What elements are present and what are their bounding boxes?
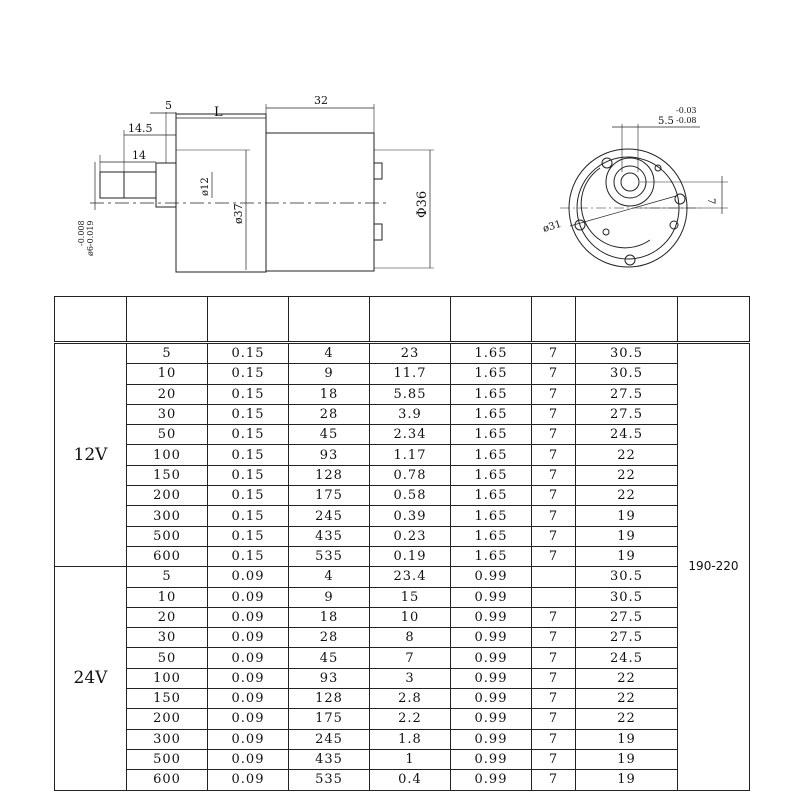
table-cell: 1.65	[451, 384, 532, 404]
table-cell: 0.39	[370, 506, 451, 526]
table-cell: 23	[370, 343, 451, 364]
table-cell: 27.5	[576, 404, 678, 424]
table-cell: 1.65	[451, 546, 532, 566]
table-cell: 500	[127, 526, 208, 546]
table-cell: 50	[127, 425, 208, 445]
table-row	[55, 587, 750, 607]
table-cell: 45	[289, 425, 370, 445]
table-cell: 200	[127, 486, 208, 506]
table-cell: 19	[576, 546, 678, 566]
table-cell: 30.5	[576, 567, 678, 587]
table-cell: 0.15	[208, 546, 289, 566]
table-cell: 2.2	[370, 709, 451, 729]
table-cell: 5.85	[370, 384, 451, 404]
table-row	[55, 648, 750, 668]
table-cell: 7	[532, 546, 576, 566]
table-cell: 19	[576, 506, 678, 526]
table-cell: 0.09	[208, 628, 289, 648]
header-cell	[678, 297, 750, 343]
table-cell: 7	[532, 445, 576, 465]
dim-label-L: L	[214, 105, 223, 120]
table-cell: 22	[576, 689, 678, 709]
table-cell: 7	[532, 770, 576, 790]
table-row	[55, 749, 750, 769]
table-row	[55, 709, 750, 729]
dim-label-flat-tol-hi: -0.03	[676, 106, 697, 115]
table-cell: 0.15	[208, 465, 289, 485]
table-cell: 19	[576, 729, 678, 749]
table-cell: 28	[289, 404, 370, 424]
table-cell: 2.8	[370, 689, 451, 709]
dim-label-phi31: ø31	[541, 218, 563, 235]
header-cell	[55, 297, 127, 343]
dim-label-phi12: ø12	[200, 177, 211, 196]
table-cell: 3	[370, 668, 451, 688]
table-cell: 10	[127, 587, 208, 607]
table-cell: 15	[370, 587, 451, 607]
table-cell: 0.09	[208, 770, 289, 790]
mount-hole-5	[670, 221, 678, 229]
dim-label-phi37: ø37	[232, 203, 245, 224]
table-row	[55, 607, 750, 627]
table-cell: 10	[127, 364, 208, 384]
spec-table	[54, 296, 750, 791]
table-cell: 22	[576, 709, 678, 729]
table-cell: 0.19	[370, 546, 451, 566]
table-cell: 7	[532, 668, 576, 688]
table-cell: 1.65	[451, 425, 532, 445]
table-row	[55, 770, 750, 790]
table-cell: 0.78	[370, 465, 451, 485]
table-cell: 1.65	[451, 526, 532, 546]
table-cell: 0.09	[208, 607, 289, 627]
gearbox-outline	[176, 114, 266, 272]
table-row	[55, 506, 750, 526]
weight-cell: 190-220	[678, 343, 750, 791]
table-cell: 150	[127, 689, 208, 709]
table-cell: 7	[532, 607, 576, 627]
table-cell: 7	[532, 729, 576, 749]
table-cell: 9	[289, 364, 370, 384]
table-cell: 4	[289, 567, 370, 587]
table-cell: 20	[127, 607, 208, 627]
table-cell: 435	[289, 526, 370, 546]
table-cell: 7	[532, 689, 576, 709]
table-cell: 0.99	[451, 689, 532, 709]
table-cell: 0.09	[208, 648, 289, 668]
header-cell	[370, 297, 451, 343]
table-cell: 93	[289, 668, 370, 688]
boss-outline	[156, 163, 176, 207]
table-cell: 1.65	[451, 445, 532, 465]
table-cell: 0.15	[208, 343, 289, 364]
table-cell: 7	[532, 404, 576, 424]
header-cell	[127, 297, 208, 343]
front-view-labels	[542, 106, 716, 235]
table-row	[55, 526, 750, 546]
table-row	[55, 465, 750, 485]
table-cell: 0.09	[208, 668, 289, 688]
table-cell: 7	[532, 526, 576, 546]
table-cell: 245	[289, 506, 370, 526]
table-cell: 1.17	[370, 445, 451, 465]
table-cell: 30.5	[576, 587, 678, 607]
table-row	[55, 404, 750, 424]
table-cell: 30.5	[576, 364, 678, 384]
table-cell: 9	[289, 587, 370, 607]
table-row	[55, 364, 750, 384]
dim-label-phi36: Φ36	[415, 190, 430, 218]
table-row	[55, 567, 750, 587]
table-cell: 100	[127, 668, 208, 688]
dim-label-14-5: 14.5	[128, 122, 153, 135]
dim-label-flat: 5.5	[658, 116, 674, 127]
header-cell	[289, 297, 370, 343]
table-row	[55, 384, 750, 404]
table-cell: 0.99	[451, 607, 532, 627]
table-cell: 0.15	[208, 486, 289, 506]
table-cell: 0.15	[208, 526, 289, 546]
table-cell: 0.09	[208, 587, 289, 607]
dim-label-shaft-tol-lo: ø6-0.019	[86, 220, 95, 256]
table-cell: 24.5	[576, 648, 678, 668]
table-row	[55, 445, 750, 465]
table-cell: 0.99	[451, 729, 532, 749]
table-cell: 300	[127, 729, 208, 749]
table-cell: 5	[127, 343, 208, 364]
table-row	[55, 628, 750, 648]
table-row	[55, 486, 750, 506]
table-cell: 175	[289, 709, 370, 729]
table-cell: 0.09	[208, 689, 289, 709]
table-cell: 7	[370, 648, 451, 668]
dim-label-14: 14	[132, 149, 146, 162]
table-cell: 1.65	[451, 364, 532, 384]
table-cell: 30.5	[576, 343, 678, 364]
dim-label-32: 32	[314, 94, 328, 107]
table-cell: 28	[289, 628, 370, 648]
table-cell: 7	[532, 384, 576, 404]
table-cell: 0.15	[208, 425, 289, 445]
terminal-bottom	[374, 224, 382, 240]
table-cell: 150	[127, 465, 208, 485]
table-cell: 27.5	[576, 384, 678, 404]
table-cell: 22	[576, 445, 678, 465]
table-row	[55, 343, 750, 364]
header-cell	[451, 297, 532, 343]
table-cell: 5	[127, 567, 208, 587]
table-cell: 0.15	[208, 384, 289, 404]
header-cell	[208, 297, 289, 343]
table-cell	[532, 587, 576, 607]
table-cell: 0.99	[451, 648, 532, 668]
table-cell: 0.99	[451, 668, 532, 688]
table-cell: 100	[127, 445, 208, 465]
mount-hole-3	[625, 255, 635, 265]
header-cell	[576, 297, 678, 343]
table-cell: 22	[576, 486, 678, 506]
header-cell	[532, 297, 576, 343]
table-cell: 175	[289, 486, 370, 506]
table-cell: 30	[127, 628, 208, 648]
dim-label-flat-tol-lo: -0.08	[676, 116, 697, 125]
table-cell: 22	[576, 465, 678, 485]
table-cell: 7	[532, 749, 576, 769]
table-cell: 1.8	[370, 729, 451, 749]
mount-hole-4	[675, 194, 685, 204]
table-cell: 1.65	[451, 343, 532, 364]
table-cell: 27.5	[576, 607, 678, 627]
technical-drawing	[0, 0, 800, 290]
table-cell: 7	[532, 628, 576, 648]
voltage-cell: 24V	[55, 567, 127, 790]
table-cell: 128	[289, 465, 370, 485]
spec-table-body	[55, 343, 750, 791]
table-cell: 10	[370, 607, 451, 627]
table-cell: 0.09	[208, 749, 289, 769]
table-cell: 0.15	[208, 506, 289, 526]
table-cell: 7	[532, 364, 576, 384]
table-cell: 30	[127, 404, 208, 424]
table-cell: 18	[289, 607, 370, 627]
table-cell: 11.7	[370, 364, 451, 384]
table-cell: 0.15	[208, 445, 289, 465]
table-cell: 0.15	[208, 404, 289, 424]
front-view	[560, 124, 728, 267]
table-cell: 19	[576, 770, 678, 790]
table-cell: 0.99	[451, 567, 532, 587]
table-cell: 7	[532, 709, 576, 729]
table-cell: 7	[532, 343, 576, 364]
table-cell: 0.99	[451, 587, 532, 607]
shaft-outline	[100, 172, 156, 198]
table-row	[55, 425, 750, 445]
table-cell: 0.23	[370, 526, 451, 546]
table-cell: 1	[370, 749, 451, 769]
table-cell: 22	[576, 668, 678, 688]
table-cell: 1.65	[451, 486, 532, 506]
table-cell: 535	[289, 546, 370, 566]
output-shaft	[621, 173, 639, 191]
table-cell: 20	[127, 384, 208, 404]
table-cell: 45	[289, 648, 370, 668]
table-cell: 3.9	[370, 404, 451, 424]
table-row	[55, 546, 750, 566]
table-cell: 7	[532, 648, 576, 668]
motor-body-outline	[266, 133, 374, 271]
dim-line-phi31	[570, 196, 676, 226]
table-cell: 50	[127, 648, 208, 668]
table-cell: 0.58	[370, 486, 451, 506]
table-cell: 4	[289, 343, 370, 364]
table-cell: 1.65	[451, 404, 532, 424]
table-header-row	[55, 297, 750, 343]
table-cell: 300	[127, 506, 208, 526]
table-cell	[532, 567, 576, 587]
table-cell: 535	[289, 770, 370, 790]
table-cell: 93	[289, 445, 370, 465]
table-cell: 600	[127, 770, 208, 790]
table-cell: 0.99	[451, 749, 532, 769]
table-cell: 0.99	[451, 770, 532, 790]
table-cell: 23.4	[370, 567, 451, 587]
table-cell: 0.09	[208, 709, 289, 729]
mount-hole-6	[603, 229, 609, 235]
table-row	[55, 668, 750, 688]
table-cell: 18	[289, 384, 370, 404]
table-cell: 19	[576, 749, 678, 769]
table-cell: 2.34	[370, 425, 451, 445]
table-cell: 27.5	[576, 628, 678, 648]
table-cell: 7	[532, 506, 576, 526]
table-cell: 500	[127, 749, 208, 769]
table-cell: 0.99	[451, 709, 532, 729]
table-cell: 0.4	[370, 770, 451, 790]
table-cell: 0.09	[208, 567, 289, 587]
table-cell: 128	[289, 689, 370, 709]
voltage-cell: 12V	[55, 343, 127, 567]
table-cell: 7	[532, 465, 576, 485]
table-cell: 19	[576, 526, 678, 546]
table-row	[55, 729, 750, 749]
table-cell: 7	[532, 425, 576, 445]
dim-label-shaft-tol-hi: -0.008	[77, 220, 86, 246]
dim-label-7: 7	[705, 198, 716, 205]
table-cell: 1.65	[451, 465, 532, 485]
table-cell: 600	[127, 546, 208, 566]
table-cell: 245	[289, 729, 370, 749]
terminal-top	[374, 163, 382, 179]
table-cell: 200	[127, 709, 208, 729]
table-cell: 0.99	[451, 628, 532, 648]
table-cell: 0.15	[208, 364, 289, 384]
table-cell: 435	[289, 749, 370, 769]
table-cell: 1.65	[451, 506, 532, 526]
table-cell: 8	[370, 628, 451, 648]
table-cell: 0.09	[208, 729, 289, 749]
table-cell: 24.5	[576, 425, 678, 445]
dim-label-5: 5	[165, 99, 172, 112]
table-cell: 7	[532, 486, 576, 506]
table-row	[55, 689, 750, 709]
